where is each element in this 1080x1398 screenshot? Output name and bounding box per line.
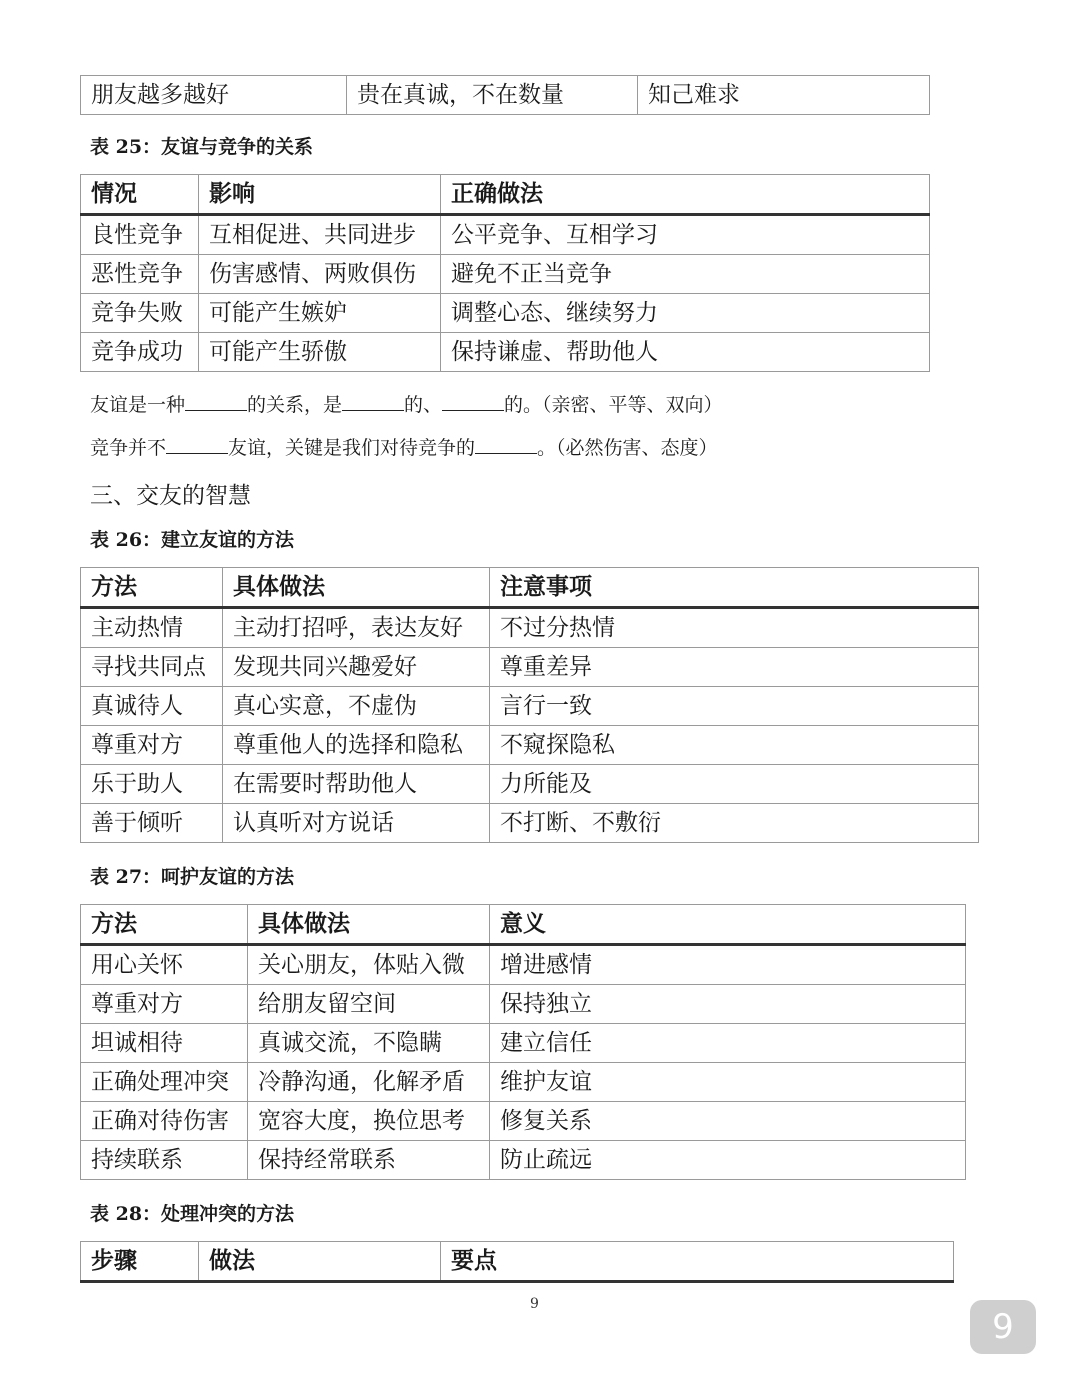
- table-row: [81, 1102, 966, 1141]
- table-28: [80, 1241, 954, 1283]
- table-header-cell: 情况: [81, 175, 199, 215]
- fill-text: 的。（亲密、平等、双向）: [504, 394, 723, 416]
- table-cell: 修复关系: [490, 1102, 966, 1141]
- fill-text: 。（必然伤害、态度）: [537, 437, 718, 459]
- table-cell: 真诚待人: [81, 687, 223, 726]
- table-cell: 言行一致: [490, 687, 979, 726]
- table-cell: 真诚交流，不隐瞒: [248, 1024, 490, 1063]
- table-cell: 维护友谊: [490, 1063, 966, 1102]
- table-cell: 互相促进、共同进步: [199, 215, 441, 255]
- table-header-cell: 做法: [199, 1242, 441, 1282]
- table-28-caption: 表 28：处理冲突的方法: [90, 1203, 295, 1225]
- table-row: [81, 255, 930, 294]
- table-cell: 尊重差异: [490, 648, 979, 687]
- table-header-cell: 影响: [199, 175, 441, 215]
- table-cell: 主动热情: [81, 608, 223, 648]
- table-cell: 调整心态、继续努力: [441, 294, 930, 333]
- table-cell: 朋友越多越好: [81, 76, 347, 115]
- table-cell: 不窥探隐私: [490, 726, 979, 765]
- table-cell: 善于倾听: [81, 804, 223, 843]
- table-header-cell: 意义: [490, 905, 966, 945]
- table-row: [81, 985, 966, 1024]
- table-cell: 保持谦虚、帮助他人: [441, 333, 930, 372]
- table-row: [81, 804, 979, 843]
- table-cell: 竞争失败: [81, 294, 199, 333]
- table-cell: 可能产生骄傲: [199, 333, 441, 372]
- blank-line: [342, 392, 404, 411]
- table-25-caption: 表 25：友谊与竞争的关系: [90, 136, 314, 158]
- table-header-cell: 方法: [81, 568, 223, 608]
- table-cell: 发现共同兴趣爱好: [223, 648, 490, 687]
- table-26-caption: 表 26：建立友谊的方法: [90, 529, 295, 551]
- table-row: [81, 726, 979, 765]
- table-cell: 知己难求: [638, 76, 930, 115]
- table-cell: 竞争成功: [81, 333, 199, 372]
- table-cell: 主动打招呼，表达友好: [223, 608, 490, 648]
- table-cell: 保持经常联系: [248, 1141, 490, 1180]
- blank-line: [166, 435, 228, 454]
- table-row: [81, 1141, 966, 1180]
- fill-blank-question-2: [90, 433, 718, 460]
- table-header-cell: 注意事项: [490, 568, 979, 608]
- table-row: [81, 608, 979, 648]
- table-row: [81, 945, 966, 985]
- table-cell: 不打断、不敷衍: [490, 804, 979, 843]
- table-cell: 伤害感情、两败俱伤: [199, 255, 441, 294]
- page-number: 9: [530, 1296, 539, 1312]
- table-cell: 可能产生嫉妒: [199, 294, 441, 333]
- table-cell: 建立信任: [490, 1024, 966, 1063]
- section-heading: 三、交友的智慧: [90, 483, 251, 509]
- table-cell: 乐于助人: [81, 765, 223, 804]
- table-header-row: [81, 568, 979, 608]
- table-header-cell: 方法: [81, 905, 248, 945]
- table-27: [80, 904, 966, 1180]
- table-25: [80, 174, 930, 372]
- table-row: [81, 76, 930, 115]
- blank-line: [475, 435, 537, 454]
- table-cell: 尊重对方: [81, 726, 223, 765]
- table-header-cell: 步骤: [81, 1242, 199, 1282]
- table-cell: 关心朋友，体贴入微: [248, 945, 490, 985]
- table-header-cell: 要点: [441, 1242, 954, 1282]
- table-cell: 给朋友留空间: [248, 985, 490, 1024]
- table-row: [81, 648, 979, 687]
- table-header-row: [81, 905, 966, 945]
- table-cell: 在需要时帮助他人: [223, 765, 490, 804]
- table-row: [81, 1063, 966, 1102]
- table-cell: 尊重他人的选择和隐私: [223, 726, 490, 765]
- table-cell: 不过分热情: [490, 608, 979, 648]
- table-cell: 增进感情: [490, 945, 966, 985]
- table-row: [81, 215, 930, 255]
- table-cell: 寻找共同点: [81, 648, 223, 687]
- table-header-cell: 具体做法: [223, 568, 490, 608]
- table-cell: 持续联系: [81, 1141, 248, 1180]
- table-cell: 保持独立: [490, 985, 966, 1024]
- table-cell: 公平竞争、互相学习: [441, 215, 930, 255]
- table-header-cell: 具体做法: [248, 905, 490, 945]
- fill-text: 的关系，是: [247, 394, 343, 416]
- table-26: [80, 567, 979, 843]
- table-cell: 冷静沟通，化解矛盾: [248, 1063, 490, 1102]
- blank-line: [442, 392, 504, 411]
- table-cell: 正确处理冲突: [81, 1063, 248, 1102]
- fill-text: 竞争并不: [90, 437, 167, 459]
- table-row: [81, 333, 930, 372]
- table-cell: 恶性竞争: [81, 255, 199, 294]
- fill-text: 友谊是一种: [90, 394, 186, 416]
- table-cell: 尊重对方: [81, 985, 248, 1024]
- table-cell: 正确对待伤害: [81, 1102, 248, 1141]
- table-cell: 防止疏远: [490, 1141, 966, 1180]
- table-cell: 认真听对方说话: [223, 804, 490, 843]
- fill-blank-question-1: [90, 390, 723, 417]
- table-header-row: [81, 175, 930, 215]
- table-row: [81, 294, 930, 333]
- table-cell: 宽容大度，换位思考: [248, 1102, 490, 1141]
- table-cell: 用心关怀: [81, 945, 248, 985]
- blank-line: [185, 392, 247, 411]
- fill-text: 的、: [404, 394, 443, 416]
- table-cell: 避免不正当竞争: [441, 255, 930, 294]
- table-27-caption: 表 27：呵护友谊的方法: [90, 866, 295, 888]
- table-24-tail: [80, 75, 930, 115]
- table-cell: 力所能及: [490, 765, 979, 804]
- table-cell: 真心实意，不虚伪: [223, 687, 490, 726]
- table-header-cell: 正确做法: [441, 175, 930, 215]
- table-cell: 良性竞争: [81, 215, 199, 255]
- fill-text: 友谊，关键是我们对待竞争的: [228, 437, 476, 459]
- table-cell: 坦诚相待: [81, 1024, 248, 1063]
- page-number-badge: 9: [970, 1300, 1036, 1354]
- table-cell: 贵在真诚，不在数量: [347, 76, 638, 115]
- table-row: [81, 765, 979, 804]
- table-row: [81, 687, 979, 726]
- table-header-row: [81, 1242, 954, 1282]
- table-row: [81, 1024, 966, 1063]
